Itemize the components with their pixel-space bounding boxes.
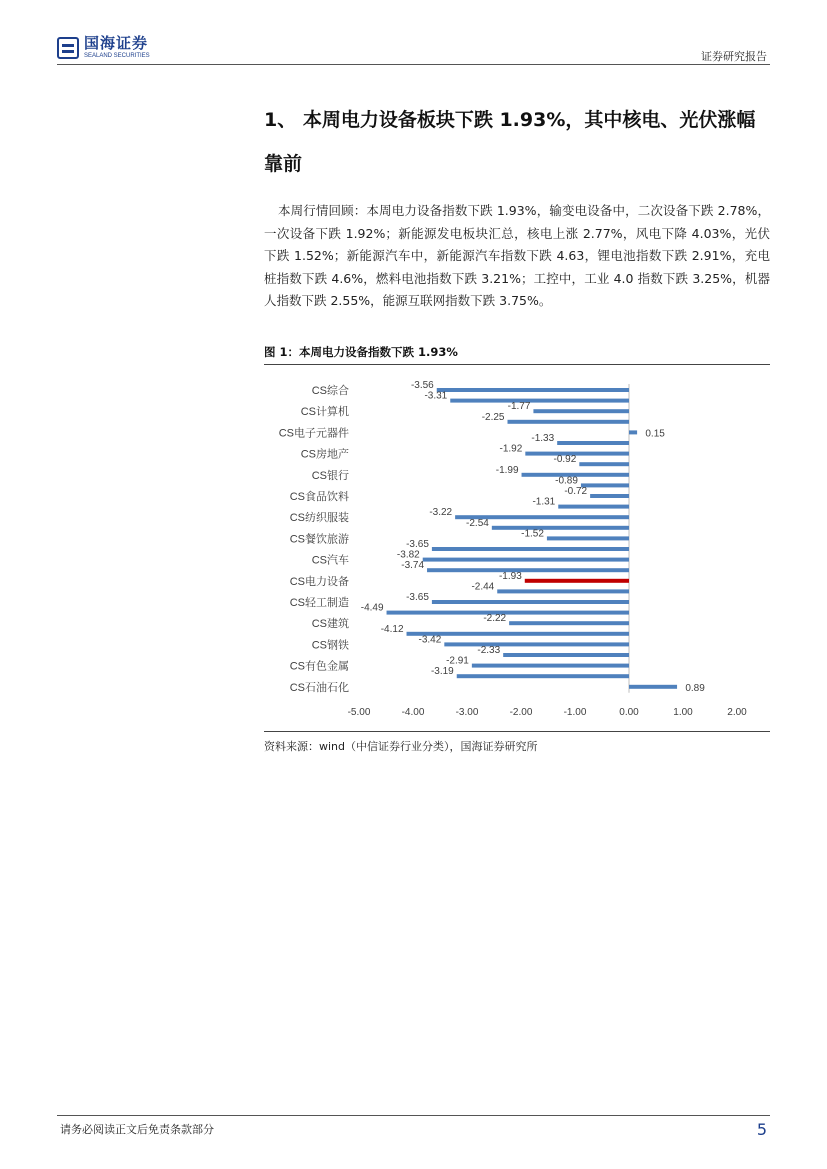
- category-label: CS食品饮料: [289, 491, 349, 503]
- category-label: CS建筑: [311, 618, 349, 631]
- chart-bar: [508, 420, 630, 424]
- chart-bar: [533, 409, 629, 413]
- footer-disclaimer: 请务必阅读正文后免责条款部分: [60, 1123, 214, 1136]
- category-label: CS电子元器件: [278, 427, 349, 440]
- bar-value-label: -3.31: [424, 390, 448, 402]
- chart-bar: [525, 452, 629, 456]
- chart-bar: [581, 483, 629, 487]
- chart-bar: [497, 589, 629, 593]
- figure-bottom-rule: [264, 731, 770, 732]
- chart-bar: [427, 568, 629, 572]
- figure-caption: 图 1：本周电力设备指数下跌 1.93%: [264, 345, 458, 359]
- x-tick-label: -5.00: [347, 707, 371, 718]
- page-header: [0, 0, 827, 66]
- chart-bar: [457, 674, 629, 678]
- x-tick-label: -3.00: [455, 707, 479, 718]
- category-label: CS综合: [311, 385, 349, 397]
- x-tick-label: -1.00: [563, 707, 587, 718]
- chart-bar: [557, 441, 629, 445]
- chart-bar: [387, 611, 629, 615]
- bar-value-label: -3.22: [429, 507, 453, 519]
- chart-bar: [423, 558, 629, 562]
- logo-cn-text: 国海证券: [84, 34, 149, 52]
- x-tick-label: 2.00: [727, 707, 747, 718]
- bar-value-label: -4.49: [360, 602, 384, 614]
- bar-chart-container: [264, 365, 770, 731]
- header-divider: [57, 64, 770, 65]
- chart-bar: [590, 494, 629, 498]
- category-label: CS餐饮旅游: [289, 533, 349, 546]
- x-tick-label: 0.00: [619, 707, 639, 718]
- source-note: 资料来源：wind（中信证券行业分类），国海证券研究所: [264, 740, 538, 753]
- bar-value-label: -3.42: [418, 634, 442, 646]
- bar-value-label: -3.82: [396, 549, 420, 561]
- chart-bar: [472, 664, 629, 668]
- bar-value-label: -1.31: [532, 496, 556, 508]
- bar-chart: [264, 365, 770, 731]
- x-tick-label: -2.00: [509, 707, 533, 718]
- bar-value-label: 0.89: [685, 682, 705, 694]
- bar-value-label: -2.33: [477, 645, 501, 656]
- chart-bar: [509, 621, 629, 625]
- chart-bar: [492, 526, 629, 530]
- bar-value-label: -2.22: [483, 613, 507, 625]
- chart-bar: [432, 600, 629, 604]
- logo-en-text: SEALAND SECURITIES: [84, 53, 150, 59]
- category-label: CS纺织服装: [289, 512, 349, 525]
- bar-value-label: -2.54: [466, 517, 489, 529]
- bar-value-label: -1.77: [507, 401, 531, 413]
- document-type: 证券研究报告: [701, 50, 767, 63]
- category-label: CS钢铁: [311, 639, 349, 652]
- category-label: CS轻工制造: [289, 597, 349, 609]
- bar-value-label: -3.65: [406, 592, 429, 603]
- bar-value-label: -2.44: [471, 581, 495, 593]
- chart-bar: [437, 388, 629, 392]
- chart-bar: [432, 547, 629, 551]
- chart-bar: [503, 653, 629, 657]
- bar-value-label: -0.89: [555, 475, 578, 487]
- chart-bar: [579, 462, 629, 466]
- category-label: CS石油石化: [289, 681, 349, 694]
- bar-value-label: -3.19: [430, 666, 454, 678]
- category-label: CS计算机: [300, 406, 349, 419]
- weekly-review-paragraph: 本周行情回顾：本周电力设备指数下跌 1.93%，输变电设备中，二次设备下跌 2.78%，一次设备下跌 1.92%；新能源发电板块汇总，核电上涨 2.77%，风电下降 4.03%，光伏下跌 1.52%；新能源汽车中，新能源汽车指数下跌 4.63，锂电池指数下跌 2.91%，充电桩指数下跌 4.6%，燃料电池指数下跌 3.21%；工控中，工业 4.0 指数下跌 3.25%，机器人指数下跌 2.55%，能源互联网指数下跌 3.75%。: [264, 203, 770, 308]
- section-title: 1、 本周电力设备板块下跌 1.93%，其中核电、光伏涨幅靠前: [264, 109, 756, 175]
- x-tick-label: -4.00: [401, 707, 425, 718]
- bar-value-label: -2.91: [446, 655, 469, 667]
- category-label: CS电力设备: [289, 575, 349, 588]
- bar-value-label: 0.15: [645, 428, 665, 440]
- chart-bar: [444, 642, 629, 646]
- bar-value-label: -3.56: [410, 380, 434, 391]
- bar-value-label: -0.92: [553, 454, 577, 466]
- bar-value-label: -0.72: [564, 486, 588, 497]
- chart-bar: [525, 579, 629, 583]
- category-label: CS汽车: [311, 554, 349, 567]
- category-label: CS有色金属: [289, 660, 349, 673]
- bar-value-label: -1.99: [495, 464, 519, 476]
- x-tick-label: 1.00: [673, 707, 693, 718]
- bar-value-label: -3.65: [406, 539, 429, 550]
- category-label: CS银行: [311, 469, 349, 482]
- bar-value-label: -2.25: [481, 411, 505, 423]
- footer-divider: [57, 1115, 770, 1116]
- chart-bar: [558, 505, 629, 509]
- logo-mark-icon: [57, 37, 79, 59]
- page-number: 5: [756, 1120, 767, 1139]
- chart-bar: [547, 536, 629, 540]
- company-logo: [57, 36, 150, 59]
- bar-value-label: -1.92: [499, 443, 523, 455]
- bar-value-label: -1.52: [521, 528, 544, 540]
- bar-value-label: -3.74: [401, 560, 425, 572]
- bar-value-label: -1.93: [498, 570, 522, 582]
- bar-value-label: -4.12: [380, 623, 404, 635]
- bar-value-label: -1.33: [531, 433, 555, 444]
- chart-bar: [450, 399, 629, 403]
- chart-bar: [629, 685, 677, 689]
- chart-bar: [629, 430, 637, 434]
- category-label: CS房地产: [300, 448, 349, 461]
